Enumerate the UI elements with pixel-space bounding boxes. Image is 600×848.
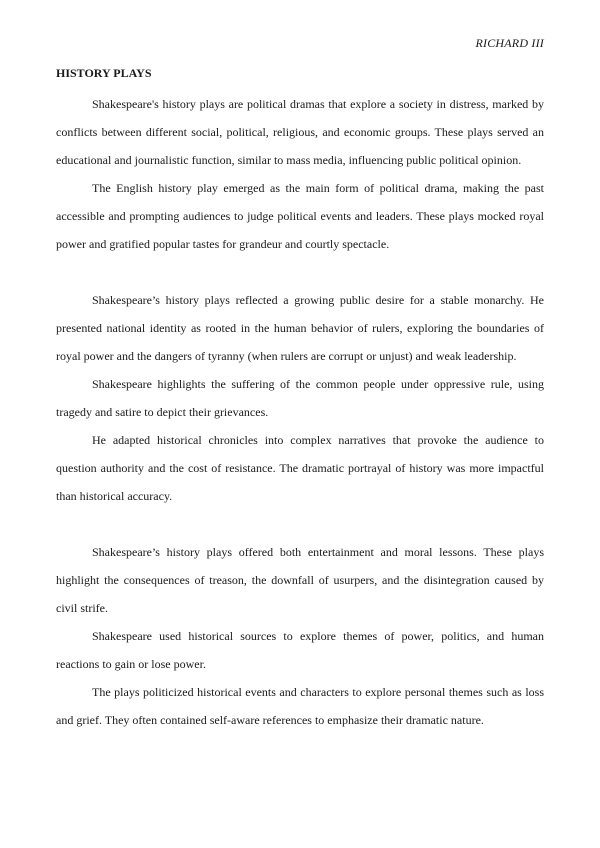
paragraph-2: The English history play emerged as the main form of political drama, making the past accessible and prompting audiences to judge political events and leaders. These plays mocked royal power and gratified popular tastes for grandeur and courtly spectacle. bbox=[56, 181, 544, 251]
paragraph-gap bbox=[56, 510, 544, 538]
section-heading: HISTORY PLAYS bbox=[56, 66, 152, 80]
running-header: RICHARD III bbox=[475, 36, 544, 50]
document-body bbox=[56, 64, 544, 734]
paragraph-7: Shakespeare used historical sources to explore themes of power, politics, and human reactions to gain or lose power. bbox=[56, 629, 544, 671]
paragraph-5: He adapted historical chronicles into complex narratives that provoke the audience to question authority and the cost of resistance. The dramatic portrayal of history was more impactful than historical accuracy. bbox=[56, 433, 544, 503]
paragraph-8: The plays politicized historical events and characters to explore personal themes such as loss and grief. They often contained self-aware references to emphasize their dramatic nature. bbox=[56, 685, 544, 727]
paragraph-1: Shakespeare's history plays are political dramas that explore a society in distress, marked by conflicts between different social, political, religious, and economic groups. These plays served an educational and journalistic function, similar to mass media, influencing public political opinion. bbox=[56, 97, 544, 167]
paragraph-gap bbox=[56, 258, 544, 286]
paragraph-4: Shakespeare highlights the suffering of the common people under oppressive rule, using tragedy and satire to depict their grievances. bbox=[56, 377, 544, 419]
paragraph-6: Shakespeare’s history plays offered both entertainment and moral lessons. These plays highlight the consequences of treason, the downfall of usurpers, and the disintegration caused by civil strife. bbox=[56, 545, 544, 615]
paragraph-3: Shakespeare’s history plays reflected a growing public desire for a stable monarchy. He presented national identity as rooted in the human behavior of rulers, exploring the boundaries of royal power and the dangers of tyranny (when rulers are corrupt or unjust) and weak leadership. bbox=[56, 293, 544, 363]
